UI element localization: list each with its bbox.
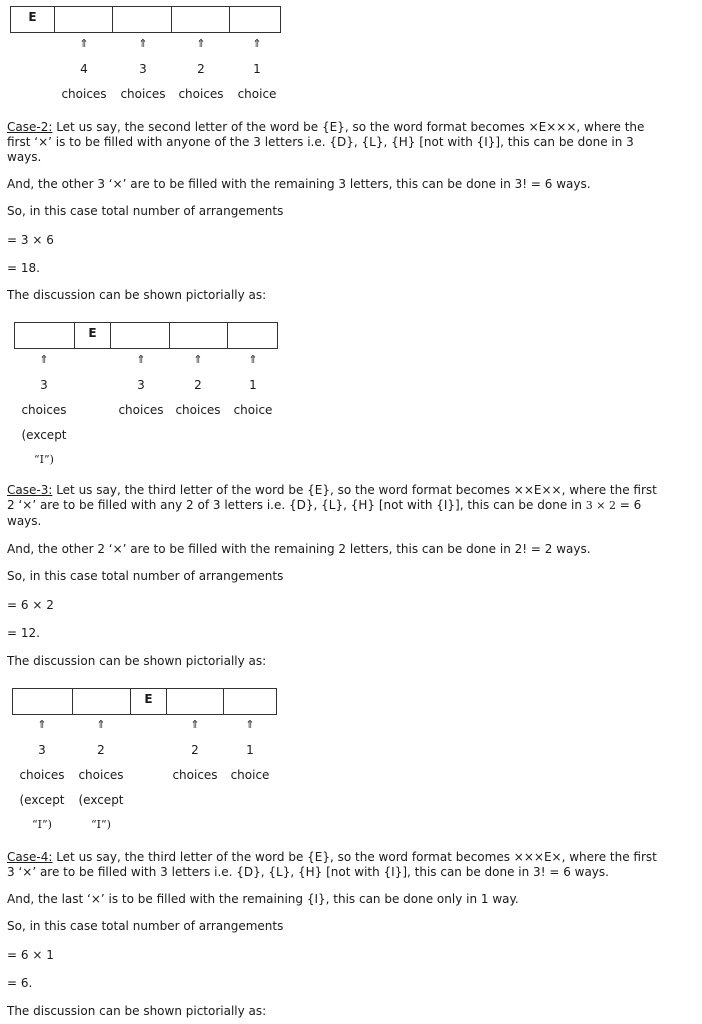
choice-label: choices [19,768,65,782]
case-3-para-3: So, in this case total number of arrangements [7,569,284,583]
choice-label: choice [233,403,273,417]
box-cell [110,322,170,349]
choice-count: 2 [194,378,202,392]
box-cell [54,6,113,33]
choice-count: 3 [40,378,48,392]
box-cell [171,6,230,33]
box-cell [12,688,73,715]
case-4-para-2: And, the last ‘×’ is to be filled with the remaining {I}, this can be done only in 1 way. [7,892,519,906]
case-3-text: 2 ‘×’ are to be filled with any 2 of 3 letters i.e. {D}, {L}, {H} [not with {I}], this can be done in [7,498,586,512]
case-2-para-3: So, in this case total number of arrangements [7,204,284,218]
case-3-line-3: ways. [7,514,42,528]
choice-label: choice [237,87,277,101]
choice-label: choices [178,87,224,101]
case-4-equation-1: = 6 × 1 [7,948,54,962]
case-2-line-2: first ‘×’ is to be filled with anyone of the 3 letters i.e. {D}, {L}, {H} [not with {I}], this can be done in 3 [7,135,634,149]
up-arrow-icon: ⇑ [39,353,49,366]
case-4-para-4: The discussion can be shown pictorially as: [7,1004,267,1018]
letter-e: E [144,692,153,706]
case-3-heading: Case-3: [7,483,53,497]
up-arrow-icon: ⇑ [245,718,255,731]
box-cell [10,6,55,33]
case-3-para-2: And, the other 2 ‘×’ are to be filled with the remaining 2 letters, this can be done in 2! = 2 ways. [7,542,591,556]
except-letter-i: “I”) [91,818,111,831]
box-cell [223,688,277,715]
case-2-text: Let us say, the second letter of the word be {E}, so the word format becomes ×E×××, where the [52,120,645,134]
case-3-equation-1: = 6 × 2 [7,598,54,612]
box-cell [227,322,278,349]
up-arrow-icon: ⇑ [136,353,146,366]
case-3-line-2 [7,498,641,513]
choice-count: 4 [80,62,88,76]
choice-label: choice [230,768,270,782]
choice-count: 3 [38,743,46,757]
box-cell [74,322,111,349]
choice-count: 2 [197,62,205,76]
case-3-math: 3 × 2 [585,499,616,512]
case-2-equation-1: = 3 × 6 [7,233,54,247]
case-2-heading: Case-2: [7,120,53,134]
letter-e: E [88,326,97,340]
except-label: (except [78,793,124,807]
case-2-line-1 [7,120,644,135]
case-2-line-3: ways. [7,150,42,164]
case-4-para-3: So, in this case total number of arrangements [7,919,284,933]
choice-label: choices [118,403,164,417]
choice-count: 2 [191,743,199,757]
case-2-equation-2: = 18. [7,261,40,275]
box-cell [130,688,167,715]
up-arrow-icon: ⇑ [79,37,89,50]
choice-count: 1 [253,62,261,76]
choice-count: 3 [137,378,145,392]
case-3-text: = 6 [615,498,642,512]
case-3-line-1 [7,483,657,498]
choice-label: choices [78,768,124,782]
up-arrow-icon: ⇑ [193,353,203,366]
choice-label: choices [120,87,166,101]
choice-count: 3 [139,62,147,76]
case-4-text: Let us say, the third letter of the word be {E}, so the word format becomes ×××E×, where the first [52,850,657,864]
up-arrow-icon: ⇑ [138,37,148,50]
up-arrow-icon: ⇑ [248,353,258,366]
case-2-para-2: And, the other 3 ‘×’ are to be filled with the remaining 3 letters, this can be done in 3! = 6 ways. [7,177,591,191]
up-arrow-icon: ⇑ [196,37,206,50]
box-cell [112,6,172,33]
up-arrow-icon: ⇑ [96,718,106,731]
case-3-equation-2: = 12. [7,626,40,640]
case-4-equation-2: = 6. [7,976,33,990]
up-arrow-icon: ⇑ [190,718,200,731]
case-4-line-1 [7,850,657,865]
up-arrow-icon: ⇑ [252,37,262,50]
case-4-heading: Case-4: [7,850,53,864]
case-3-para-4: The discussion can be shown pictorially as: [7,654,267,668]
choice-count: 2 [97,743,105,757]
box-cell [72,688,131,715]
box-cell [166,688,224,715]
choice-label: choices [61,87,107,101]
except-label: (except [19,793,65,807]
choice-label: choices [175,403,221,417]
choice-label: choices [172,768,218,782]
choice-count: 1 [249,378,257,392]
except-label: (except [21,428,67,442]
case-2-para-4: The discussion can be shown pictorially as: [7,288,267,302]
case-3-text: Let us say, the third letter of the word be {E}, so the word format becomes ××E××, where the first [52,483,657,497]
except-letter-i: “I”) [32,818,52,831]
box-cell [169,322,228,349]
choice-count: 1 [246,743,254,757]
choice-label: choices [21,403,67,417]
box-cell [14,322,75,349]
letter-e: E [28,10,37,24]
except-letter-i: “I”) [34,453,54,466]
box-cell [229,6,281,33]
case-4-line-2: 3 ‘×’ are to be filled with 3 letters i.e. {D}, {L}, {H} [not with {I}], this can be done in 3! = 6 ways. [7,865,609,879]
up-arrow-icon: ⇑ [37,718,47,731]
